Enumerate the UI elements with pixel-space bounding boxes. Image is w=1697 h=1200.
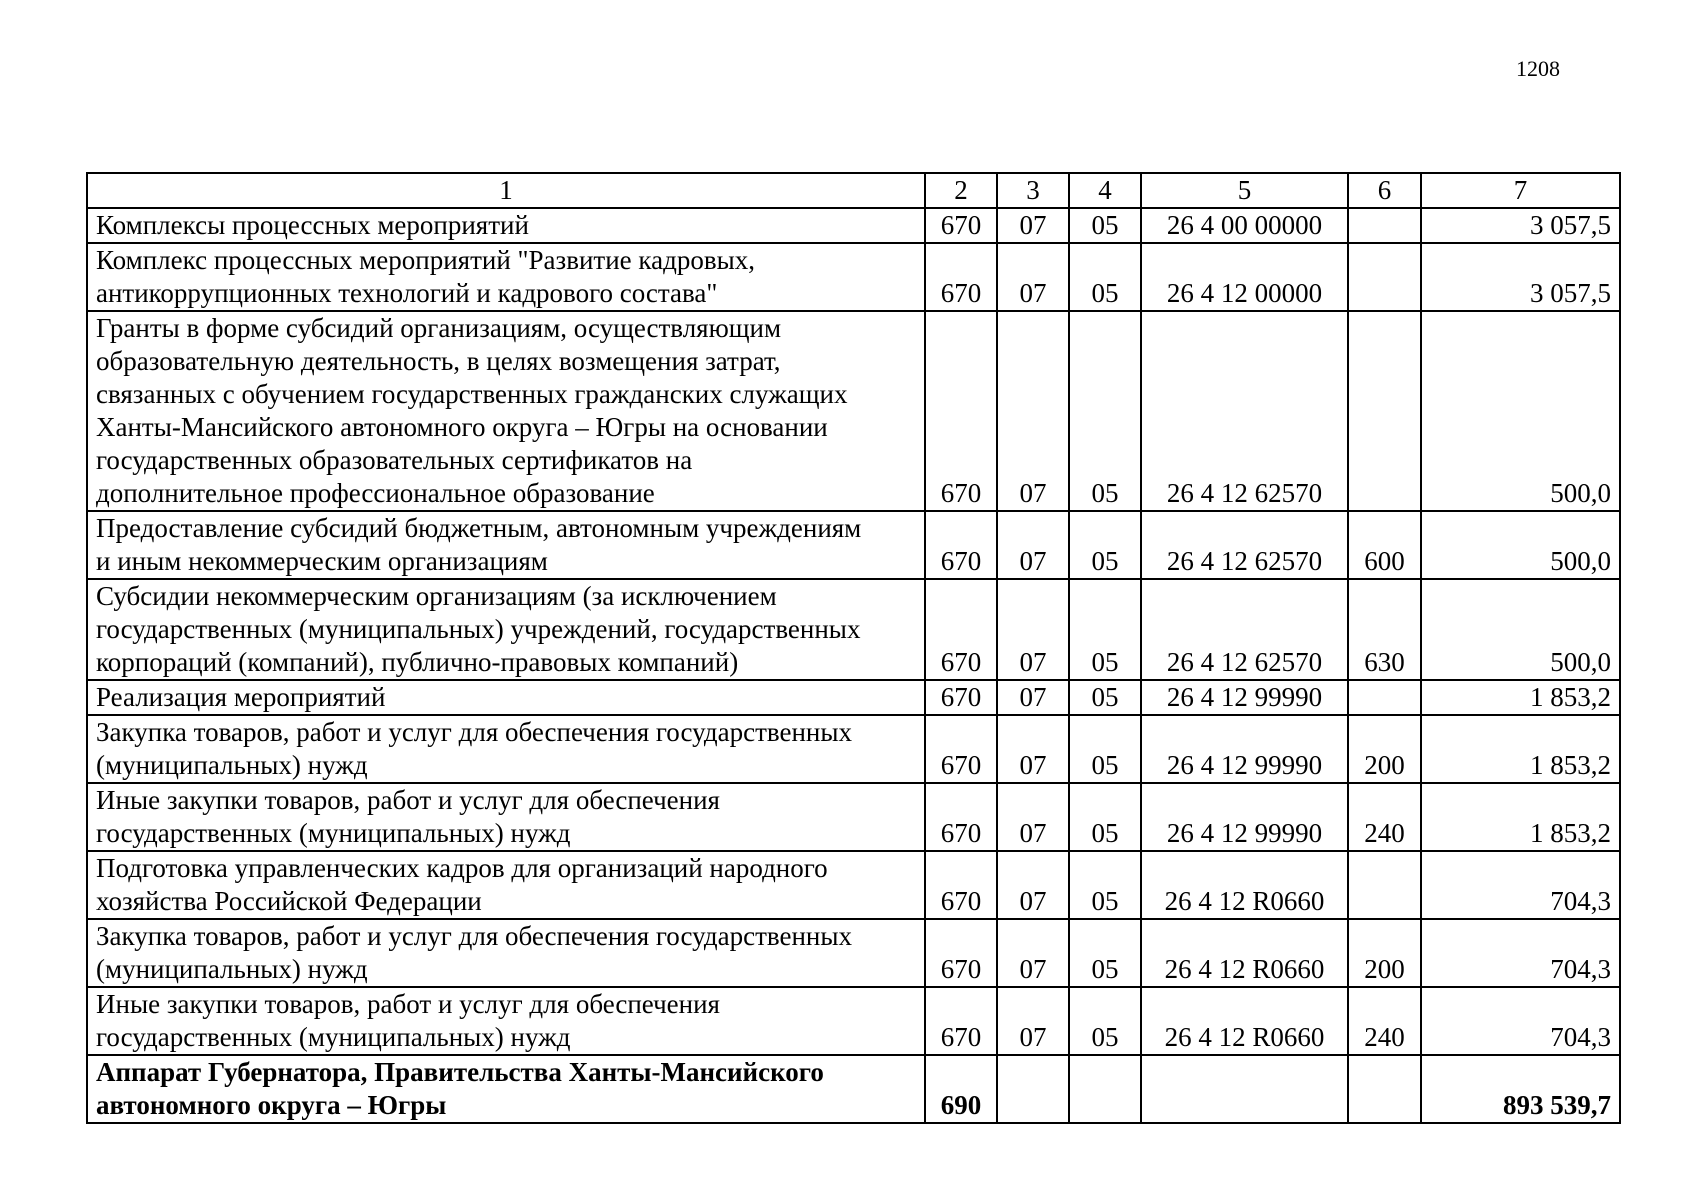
row-amount-cell: 704,3 <box>1421 851 1620 919</box>
row-expense-type-cell: 630 <box>1348 579 1421 680</box>
row-name-cell: Комплексы процессных мероприятий <box>87 208 925 243</box>
row-code-cell: 670 <box>925 680 997 715</box>
row-amount-cell: 704,3 <box>1421 919 1620 987</box>
header-cell: 7 <box>1421 173 1620 208</box>
row-target-article-cell: 26 4 12 99990 <box>1141 715 1348 783</box>
header-cell: 4 <box>1069 173 1141 208</box>
row-code-cell: 690 <box>925 1055 997 1123</box>
row-subsection-cell: 05 <box>1069 243 1141 311</box>
row-expense-type-cell <box>1348 1055 1421 1123</box>
row-subsection-cell: 05 <box>1069 715 1141 783</box>
row-expense-type-cell: 200 <box>1348 715 1421 783</box>
row-name-cell: Иные закупки товаров, работ и услуг для обеспечения государственных (муниципальных) нужд <box>87 987 925 1055</box>
row-section-cell: 07 <box>997 851 1069 919</box>
row-section-cell: 07 <box>997 715 1069 783</box>
table-row <box>87 511 1620 579</box>
row-subsection-cell: 05 <box>1069 311 1141 511</box>
row-name-cell: Иные закупки товаров, работ и услуг для обеспечения государственных (муниципальных) нужд <box>87 783 925 851</box>
row-name-cell: Закупка товаров, работ и услуг для обеспечения государственных (муниципальных) нужд <box>87 919 925 987</box>
row-code-cell: 670 <box>925 208 997 243</box>
row-amount-cell: 500,0 <box>1421 511 1620 579</box>
table-row <box>87 311 1620 511</box>
header-cell: 1 <box>87 173 925 208</box>
row-amount-cell: 500,0 <box>1421 311 1620 511</box>
row-section-cell: 07 <box>997 680 1069 715</box>
row-expense-type-cell <box>1348 311 1421 511</box>
row-amount-cell: 893 539,7 <box>1421 1055 1620 1123</box>
row-section-cell: 07 <box>997 919 1069 987</box>
row-subsection-cell <box>1069 1055 1141 1123</box>
row-name-cell: Субсидии некоммерческим организациям (за исключением государственных (муниципальных) учреждений, государственных корпораций (компаний), публично-правовых компаний) <box>87 579 925 680</box>
row-section-cell: 07 <box>997 208 1069 243</box>
row-amount-cell: 1 853,2 <box>1421 783 1620 851</box>
table-row <box>87 243 1620 311</box>
row-subsection-cell: 05 <box>1069 579 1141 680</box>
row-subsection-cell: 05 <box>1069 783 1141 851</box>
row-subsection-cell: 05 <box>1069 680 1141 715</box>
row-target-article-cell <box>1141 1055 1348 1123</box>
row-name-cell: Аппарат Губернатора, Правительства Ханты-Мансийского автономного округа – Югры <box>87 1055 925 1123</box>
row-code-cell: 670 <box>925 511 997 579</box>
table-row <box>87 579 1620 680</box>
row-target-article-cell: 26 4 12 62570 <box>1141 311 1348 511</box>
row-section-cell: 07 <box>997 511 1069 579</box>
row-amount-cell: 3 057,5 <box>1421 243 1620 311</box>
row-section-cell: 07 <box>997 987 1069 1055</box>
row-code-cell: 670 <box>925 579 997 680</box>
row-subsection-cell: 05 <box>1069 851 1141 919</box>
row-section-cell <box>997 1055 1069 1123</box>
row-name-cell: Подготовка управленческих кадров для организаций народного хозяйства Российской Федерации <box>87 851 925 919</box>
row-name-cell: Реализация мероприятий <box>87 680 925 715</box>
row-code-cell: 670 <box>925 851 997 919</box>
row-expense-type-cell <box>1348 680 1421 715</box>
row-amount-cell: 704,3 <box>1421 987 1620 1055</box>
row-expense-type-cell: 240 <box>1348 987 1421 1055</box>
header-cell: 3 <box>997 173 1069 208</box>
row-target-article-cell: 26 4 12 99990 <box>1141 680 1348 715</box>
table-row <box>87 680 1620 715</box>
table-row <box>87 208 1620 243</box>
header-cell: 5 <box>1141 173 1348 208</box>
row-target-article-cell: 26 4 12 62570 <box>1141 579 1348 680</box>
table-row <box>87 919 1620 987</box>
row-code-cell: 670 <box>925 243 997 311</box>
row-expense-type-cell: 600 <box>1348 511 1421 579</box>
row-name-cell: Предоставление субсидий бюджетным, автономным учреждениям и иным некоммерческим организациям <box>87 511 925 579</box>
row-amount-cell: 3 057,5 <box>1421 208 1620 243</box>
table-row <box>87 783 1620 851</box>
row-target-article-cell: 26 4 12 R0660 <box>1141 851 1348 919</box>
row-subsection-cell: 05 <box>1069 987 1141 1055</box>
row-target-article-cell: 26 4 12 R0660 <box>1141 919 1348 987</box>
row-expense-type-cell <box>1348 851 1421 919</box>
row-target-article-cell: 26 4 12 00000 <box>1141 243 1348 311</box>
row-subsection-cell: 05 <box>1069 919 1141 987</box>
table-row <box>87 715 1620 783</box>
budget-table <box>86 172 1621 1124</box>
row-subsection-cell: 05 <box>1069 208 1141 243</box>
row-target-article-cell: 26 4 00 00000 <box>1141 208 1348 243</box>
row-section-cell: 07 <box>997 243 1069 311</box>
table-header-row <box>87 173 1620 208</box>
row-subsection-cell: 05 <box>1069 511 1141 579</box>
row-target-article-cell: 26 4 12 R0660 <box>1141 987 1348 1055</box>
table-row <box>87 851 1620 919</box>
row-amount-cell: 500,0 <box>1421 579 1620 680</box>
header-cell: 6 <box>1348 173 1421 208</box>
header-cell: 2 <box>925 173 997 208</box>
row-code-cell: 670 <box>925 919 997 987</box>
row-target-article-cell: 26 4 12 62570 <box>1141 511 1348 579</box>
row-name-cell: Гранты в форме субсидий организациям, осуществляющим образовательную деятельность, в целях возмещения затрат, связанных с обучением государственных гражданских служащих Ханты-Мансийского автономного округа – Югры на основании государственных образовательных сертификатов на дополнительное профессиональное образование <box>87 311 925 511</box>
row-section-cell: 07 <box>997 783 1069 851</box>
row-name-cell: Комплекс процессных мероприятий "Развитие кадровых, антикоррупционных технологий и кадрового состава" <box>87 243 925 311</box>
row-expense-type-cell: 200 <box>1348 919 1421 987</box>
row-name-cell: Закупка товаров, работ и услуг для обеспечения государственных (муниципальных) нужд <box>87 715 925 783</box>
row-code-cell: 670 <box>925 987 997 1055</box>
row-code-cell: 670 <box>925 715 997 783</box>
row-amount-cell: 1 853,2 <box>1421 680 1620 715</box>
row-code-cell: 670 <box>925 311 997 511</box>
page-number: 1208 <box>1516 56 1560 81</box>
row-expense-type-cell <box>1348 243 1421 311</box>
row-target-article-cell: 26 4 12 99990 <box>1141 783 1348 851</box>
table-total-row <box>87 1055 1620 1123</box>
row-section-cell: 07 <box>997 579 1069 680</box>
table-row <box>87 987 1620 1055</box>
row-amount-cell: 1 853,2 <box>1421 715 1620 783</box>
row-code-cell: 670 <box>925 783 997 851</box>
row-section-cell: 07 <box>997 311 1069 511</box>
row-expense-type-cell: 240 <box>1348 783 1421 851</box>
row-expense-type-cell <box>1348 208 1421 243</box>
